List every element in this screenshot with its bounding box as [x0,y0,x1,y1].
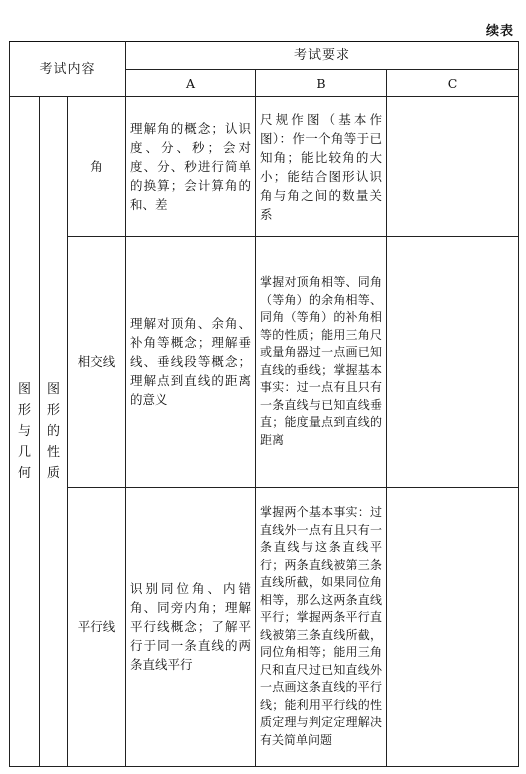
requirement-c-cell [387,487,519,766]
continued-label: 续表 [485,24,514,39]
header-col-c: C [387,70,519,97]
topic-cell: 相交线 [68,237,126,487]
header-col-b: B [256,70,387,97]
requirement-a-cell: 识别同位角、内错角、同旁内角；理解平行线概念；了解平行于同一条直线的两条直线平行 [126,487,256,766]
category-cell [10,97,40,767]
topic-cell: 平行线 [68,487,126,766]
exam-requirements-table [9,41,519,767]
header-content: 考试内容 [10,42,126,97]
requirement-c-cell [387,97,519,237]
requirement-b-cell: 尺规作图（基本作图）：作一个角等于已知角；能比较角的大小；能结合图形认识角与角之间的数量关系 [256,97,387,237]
requirement-a-cell: 理解角的概念；认识度、分、秒；会对度、分、秒进行简单的换算；会计算角的和、差 [126,97,256,237]
subcategory-cell [40,97,68,767]
header-col-a: A [126,70,256,97]
requirement-a-cell: 理解对顶角、余角、补角等概念；理解垂线、垂线段等概念；理解点到直线的距离的意义 [126,237,256,487]
requirement-b-cell: 掌握两个基本事实：过直线外一点有且只有一条直线与这条直线平行；两条直线被第三条直线所截，如果同位角相等，那么这两条直线平行；掌握两条平行直线被第三条直线所截，同位角相等；能用三角尺和直尺过已知直线外一点画这条直线的平行线；能利用平行线的性质定理与判定定理解决有关简单问题 [256,487,387,766]
header-requirements: 考试要求 [126,42,519,70]
topic-cell: 角 [68,97,126,237]
requirement-c-cell [387,237,519,487]
requirement-b-cell: 掌握对顶角相等、同角（等角）的余角相等、同角（等角）的补角相等的性质；能用三角尺或量角器过一点画已知直线的垂线；掌握基本事实：过一点有且只有一条直线与已知直线垂直；能度量点到直线的距离 [256,237,387,487]
subcategory-label: 图形的性质 [46,382,60,482]
category-label: 图形与几何 [17,382,31,482]
